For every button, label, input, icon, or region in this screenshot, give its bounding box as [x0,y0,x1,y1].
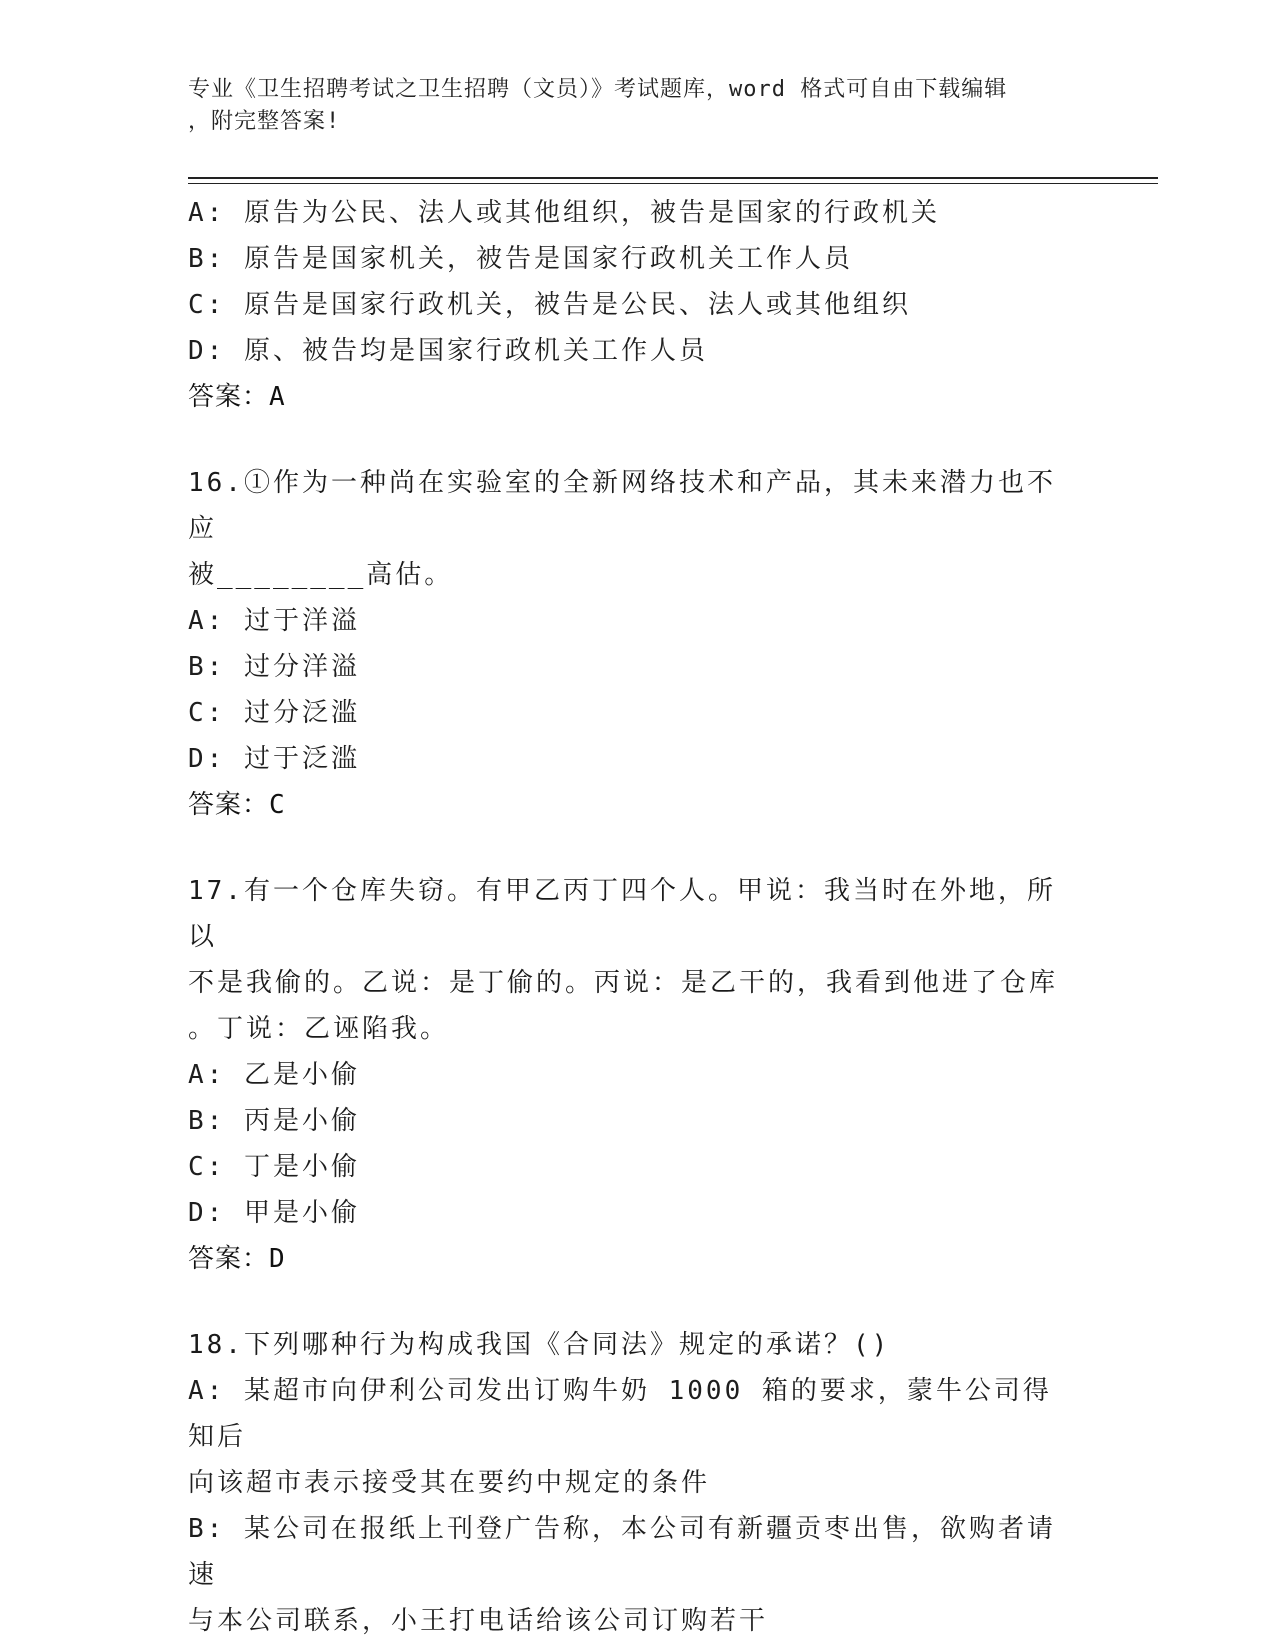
option-a: A: 过于洋溢 [188,606,360,636]
spacer [188,1282,1068,1322]
answer-label: 答案： [188,1244,270,1274]
option-b: B: 原告是国家机关，被告是国家行政机关工作人员 [188,244,853,274]
option-d: D: 原、被告均是国家行政机关工作人员 [188,336,708,366]
document-header [188,74,1068,138]
option-d: D: 过于泛滥 [188,744,360,774]
header-line-2: ，附完整答案! [188,109,341,134]
option-b-line-1: B: 某公司在报纸上刊登广告称，本公司有新疆贡枣出售，欲购者请速 [188,1514,1056,1590]
option-b-line-2: 与本公司联系，小王打电话给该公司订购若干 [188,1606,769,1636]
answer-line [188,782,1068,828]
option-c: C: 原告是国家行政机关，被告是公民、法人或其他组织 [188,290,911,320]
question-stem-line: 16.①作为一种尚在实验室的全新网络技术和产品，其未来潜力也不应 [188,468,1056,544]
question-stem-line: 被________高估。 [188,560,454,590]
option-a-line-2: 向该超市表示接受其在要约中规定的条件 [188,1468,711,1498]
option-b: B: 过分洋溢 [188,652,360,682]
question-stem-line: 不是我偷的。乙说：是丁偷的。丙说：是乙干的，我看到他进了仓库 [188,968,1059,998]
answer-line [188,374,1068,420]
option-c: C: 丁是小偷 [188,1152,360,1182]
question-15 [188,190,1068,420]
question-stem-line: 。丁说：乙诬陷我。 [188,1014,450,1044]
question-stem-line: 17.有一个仓库失窃。有甲乙丙丁四个人。甲说：我当时在外地，所以 [188,876,1056,952]
option-b: B: 丙是小偷 [188,1106,360,1136]
question-16 [188,460,1068,828]
option-a-line-1: A: 某超市向伊利公司发出订购牛奶 1000 箱的要求，蒙牛公司得知后 [188,1376,1052,1452]
header-divider-thick [188,177,1158,179]
answer-label: 答案： [188,382,270,412]
question-list [188,190,1068,1644]
answer-value: C [269,790,286,820]
header-line-1: 专业《卫生招聘考试之卫生招聘（文员）》考试题库，word 格式可自由下载编辑 [188,77,1008,102]
option-a: A: 乙是小偷 [188,1060,360,1090]
spacer [188,420,1068,460]
question-17 [188,868,1068,1282]
option-a: A: 原告为公民、法人或其他组织，被告是国家的行政机关 [188,198,940,228]
option-d: D: 甲是小偷 [188,1198,360,1228]
answer-line [188,1236,1068,1282]
question-18 [188,1322,1068,1644]
header-divider-thin [188,183,1158,184]
question-stem-line: 18.下列哪种行为构成我国《合同法》规定的承诺？() [188,1330,891,1360]
option-c: C: 过分泛滥 [188,698,360,728]
answer-label: 答案： [188,790,270,820]
answer-value: A [269,382,286,412]
answer-value: D [269,1244,286,1274]
spacer [188,828,1068,868]
